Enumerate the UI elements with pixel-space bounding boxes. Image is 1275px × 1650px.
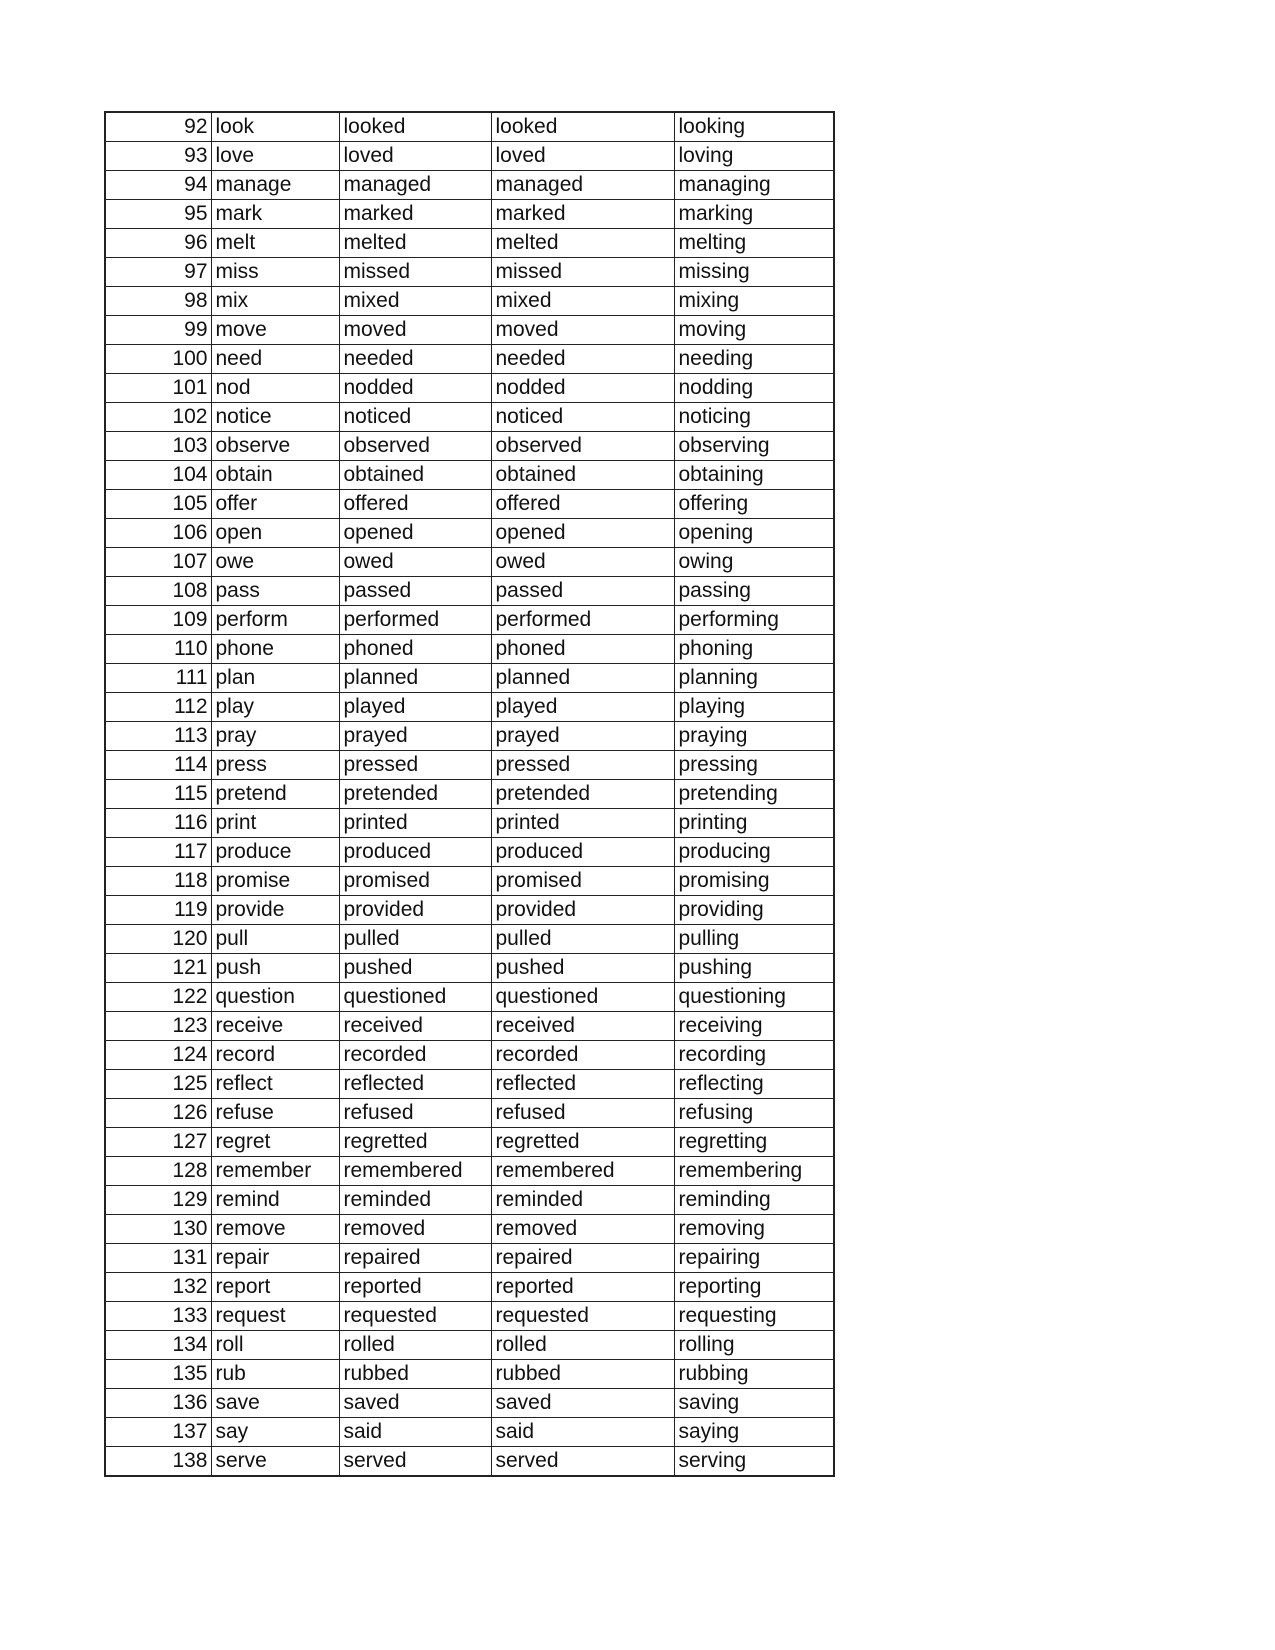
row-number-cell: 136	[105, 1389, 211, 1418]
table-row	[105, 780, 834, 809]
past-participle-cell: saved	[491, 1389, 674, 1418]
table-row	[105, 403, 834, 432]
ing-form-cell: receiving	[674, 1012, 834, 1041]
base-form-cell: push	[211, 954, 339, 983]
base-form-cell: remember	[211, 1157, 339, 1186]
past-tense-cell: reported	[339, 1273, 491, 1302]
past-participle-cell: removed	[491, 1215, 674, 1244]
row-number-cell: 127	[105, 1128, 211, 1157]
past-tense-cell: missed	[339, 258, 491, 287]
past-participle-cell: pushed	[491, 954, 674, 983]
row-number-cell: 124	[105, 1041, 211, 1070]
ing-form-cell: removing	[674, 1215, 834, 1244]
past-participle-cell: moved	[491, 316, 674, 345]
past-tense-cell: requested	[339, 1302, 491, 1331]
table-row	[105, 1447, 834, 1477]
base-form-cell: owe	[211, 548, 339, 577]
past-tense-cell: reminded	[339, 1186, 491, 1215]
past-tense-cell: offered	[339, 490, 491, 519]
ing-form-cell: noticing	[674, 403, 834, 432]
past-tense-cell: rolled	[339, 1331, 491, 1360]
table-row	[105, 345, 834, 374]
table-row	[105, 374, 834, 403]
ing-form-cell: performing	[674, 606, 834, 635]
row-number-cell: 121	[105, 954, 211, 983]
ing-form-cell: obtaining	[674, 461, 834, 490]
ing-form-cell: managing	[674, 171, 834, 200]
row-number-cell: 122	[105, 983, 211, 1012]
ing-form-cell: pretending	[674, 780, 834, 809]
base-form-cell: offer	[211, 490, 339, 519]
row-number-cell: 92	[105, 112, 211, 142]
base-form-cell: request	[211, 1302, 339, 1331]
row-number-cell: 110	[105, 635, 211, 664]
past-participle-cell: produced	[491, 838, 674, 867]
table-row	[105, 142, 834, 171]
past-participle-cell: reminded	[491, 1186, 674, 1215]
row-number-cell: 113	[105, 722, 211, 751]
ing-form-cell: praying	[674, 722, 834, 751]
row-number-cell: 117	[105, 838, 211, 867]
ing-form-cell: saying	[674, 1418, 834, 1447]
base-form-cell: regret	[211, 1128, 339, 1157]
row-number-cell: 138	[105, 1447, 211, 1477]
base-form-cell: observe	[211, 432, 339, 461]
table-row	[105, 1070, 834, 1099]
base-form-cell: melt	[211, 229, 339, 258]
row-number-cell: 97	[105, 258, 211, 287]
past-tense-cell: moved	[339, 316, 491, 345]
base-form-cell: remove	[211, 1215, 339, 1244]
verb-forms-table	[104, 111, 835, 1477]
past-participle-cell: promised	[491, 867, 674, 896]
past-tense-cell: nodded	[339, 374, 491, 403]
table-row	[105, 1041, 834, 1070]
past-tense-cell: produced	[339, 838, 491, 867]
past-participle-cell: looked	[491, 112, 674, 142]
row-number-cell: 134	[105, 1331, 211, 1360]
past-tense-cell: noticed	[339, 403, 491, 432]
ing-form-cell: regretting	[674, 1128, 834, 1157]
table-row	[105, 1128, 834, 1157]
base-form-cell: promise	[211, 867, 339, 896]
table-row	[105, 432, 834, 461]
row-number-cell: 109	[105, 606, 211, 635]
past-participle-cell: obtained	[491, 461, 674, 490]
base-form-cell: mark	[211, 200, 339, 229]
base-form-cell: provide	[211, 896, 339, 925]
row-number-cell: 102	[105, 403, 211, 432]
ing-form-cell: phoning	[674, 635, 834, 664]
ing-form-cell: reflecting	[674, 1070, 834, 1099]
table-row	[105, 1186, 834, 1215]
row-number-cell: 112	[105, 693, 211, 722]
base-form-cell: rub	[211, 1360, 339, 1389]
past-tense-cell: promised	[339, 867, 491, 896]
table-row	[105, 1157, 834, 1186]
table-row	[105, 606, 834, 635]
table-row	[105, 200, 834, 229]
past-tense-cell: opened	[339, 519, 491, 548]
past-participle-cell: noticed	[491, 403, 674, 432]
table-row	[105, 519, 834, 548]
ing-form-cell: recording	[674, 1041, 834, 1070]
past-participle-cell: mixed	[491, 287, 674, 316]
row-number-cell: 135	[105, 1360, 211, 1389]
past-participle-cell: said	[491, 1418, 674, 1447]
row-number-cell: 137	[105, 1418, 211, 1447]
past-participle-cell: passed	[491, 577, 674, 606]
past-tense-cell: melted	[339, 229, 491, 258]
past-participle-cell: questioned	[491, 983, 674, 1012]
table-row	[105, 1360, 834, 1389]
past-participle-cell: regretted	[491, 1128, 674, 1157]
base-form-cell: report	[211, 1273, 339, 1302]
past-tense-cell: performed	[339, 606, 491, 635]
table-row	[105, 1012, 834, 1041]
ing-form-cell: reminding	[674, 1186, 834, 1215]
past-tense-cell: said	[339, 1418, 491, 1447]
past-participle-cell: provided	[491, 896, 674, 925]
ing-form-cell: owing	[674, 548, 834, 577]
past-tense-cell: pressed	[339, 751, 491, 780]
ing-form-cell: needing	[674, 345, 834, 374]
past-tense-cell: managed	[339, 171, 491, 200]
past-tense-cell: observed	[339, 432, 491, 461]
past-tense-cell: owed	[339, 548, 491, 577]
past-participle-cell: pressed	[491, 751, 674, 780]
past-participle-cell: loved	[491, 142, 674, 171]
ing-form-cell: pulling	[674, 925, 834, 954]
ing-form-cell: promising	[674, 867, 834, 896]
table-row	[105, 751, 834, 780]
table-row	[105, 1099, 834, 1128]
past-participle-cell: managed	[491, 171, 674, 200]
table-row	[105, 1244, 834, 1273]
row-number-cell: 105	[105, 490, 211, 519]
table-row	[105, 490, 834, 519]
base-form-cell: record	[211, 1041, 339, 1070]
past-tense-cell: pulled	[339, 925, 491, 954]
table-row	[105, 809, 834, 838]
ing-form-cell: printing	[674, 809, 834, 838]
past-tense-cell: played	[339, 693, 491, 722]
row-number-cell: 106	[105, 519, 211, 548]
past-tense-cell: pretended	[339, 780, 491, 809]
verb-table-body	[105, 112, 834, 1476]
ing-form-cell: passing	[674, 577, 834, 606]
past-tense-cell: received	[339, 1012, 491, 1041]
ing-form-cell: marking	[674, 200, 834, 229]
past-participle-cell: phoned	[491, 635, 674, 664]
row-number-cell: 129	[105, 1186, 211, 1215]
past-participle-cell: prayed	[491, 722, 674, 751]
table-row	[105, 1331, 834, 1360]
row-number-cell: 107	[105, 548, 211, 577]
past-tense-cell: needed	[339, 345, 491, 374]
base-form-cell: love	[211, 142, 339, 171]
table-row	[105, 1302, 834, 1331]
table-row	[105, 461, 834, 490]
ing-form-cell: remembering	[674, 1157, 834, 1186]
base-form-cell: move	[211, 316, 339, 345]
past-participle-cell: melted	[491, 229, 674, 258]
table-row	[105, 925, 834, 954]
past-participle-cell: received	[491, 1012, 674, 1041]
past-tense-cell: looked	[339, 112, 491, 142]
base-form-cell: pray	[211, 722, 339, 751]
row-number-cell: 125	[105, 1070, 211, 1099]
table-row	[105, 867, 834, 896]
base-form-cell: need	[211, 345, 339, 374]
past-participle-cell: marked	[491, 200, 674, 229]
base-form-cell: perform	[211, 606, 339, 635]
base-form-cell: plan	[211, 664, 339, 693]
ing-form-cell: looking	[674, 112, 834, 142]
past-participle-cell: pulled	[491, 925, 674, 954]
row-number-cell: 131	[105, 1244, 211, 1273]
table-row	[105, 693, 834, 722]
past-participle-cell: played	[491, 693, 674, 722]
base-form-cell: look	[211, 112, 339, 142]
ing-form-cell: producing	[674, 838, 834, 867]
ing-form-cell: opening	[674, 519, 834, 548]
row-number-cell: 95	[105, 200, 211, 229]
table-row	[105, 1215, 834, 1244]
row-number-cell: 111	[105, 664, 211, 693]
row-number-cell: 96	[105, 229, 211, 258]
ing-form-cell: missing	[674, 258, 834, 287]
past-tense-cell: regretted	[339, 1128, 491, 1157]
table-row	[105, 838, 834, 867]
past-tense-cell: questioned	[339, 983, 491, 1012]
row-number-cell: 103	[105, 432, 211, 461]
row-number-cell: 120	[105, 925, 211, 954]
row-number-cell: 93	[105, 142, 211, 171]
table-row	[105, 954, 834, 983]
base-form-cell: refuse	[211, 1099, 339, 1128]
past-participle-cell: opened	[491, 519, 674, 548]
table-row	[105, 1273, 834, 1302]
table-row	[105, 1418, 834, 1447]
base-form-cell: mix	[211, 287, 339, 316]
base-form-cell: manage	[211, 171, 339, 200]
base-form-cell: receive	[211, 1012, 339, 1041]
past-participle-cell: nodded	[491, 374, 674, 403]
ing-form-cell: pushing	[674, 954, 834, 983]
past-participle-cell: reported	[491, 1273, 674, 1302]
ing-form-cell: melting	[674, 229, 834, 258]
past-tense-cell: removed	[339, 1215, 491, 1244]
row-number-cell: 114	[105, 751, 211, 780]
past-participle-cell: observed	[491, 432, 674, 461]
table-row	[105, 171, 834, 200]
base-form-cell: phone	[211, 635, 339, 664]
row-number-cell: 99	[105, 316, 211, 345]
past-participle-cell: planned	[491, 664, 674, 693]
table-row	[105, 896, 834, 925]
ing-form-cell: pressing	[674, 751, 834, 780]
past-tense-cell: marked	[339, 200, 491, 229]
past-participle-cell: requested	[491, 1302, 674, 1331]
past-participle-cell: rolled	[491, 1331, 674, 1360]
base-form-cell: notice	[211, 403, 339, 432]
base-form-cell: obtain	[211, 461, 339, 490]
base-form-cell: serve	[211, 1447, 339, 1477]
past-tense-cell: prayed	[339, 722, 491, 751]
row-number-cell: 130	[105, 1215, 211, 1244]
table-row	[105, 635, 834, 664]
past-tense-cell: served	[339, 1447, 491, 1477]
ing-form-cell: providing	[674, 896, 834, 925]
row-number-cell: 132	[105, 1273, 211, 1302]
table-row	[105, 258, 834, 287]
past-tense-cell: remembered	[339, 1157, 491, 1186]
ing-form-cell: rubbing	[674, 1360, 834, 1389]
base-form-cell: say	[211, 1418, 339, 1447]
table-row	[105, 722, 834, 751]
row-number-cell: 133	[105, 1302, 211, 1331]
past-participle-cell: reflected	[491, 1070, 674, 1099]
past-tense-cell: repaired	[339, 1244, 491, 1273]
ing-form-cell: mixing	[674, 287, 834, 316]
base-form-cell: reflect	[211, 1070, 339, 1099]
base-form-cell: question	[211, 983, 339, 1012]
past-tense-cell: refused	[339, 1099, 491, 1128]
past-participle-cell: performed	[491, 606, 674, 635]
ing-form-cell: observing	[674, 432, 834, 461]
ing-form-cell: requesting	[674, 1302, 834, 1331]
row-number-cell: 116	[105, 809, 211, 838]
ing-form-cell: refusing	[674, 1099, 834, 1128]
base-form-cell: miss	[211, 258, 339, 287]
table-row	[105, 664, 834, 693]
row-number-cell: 119	[105, 896, 211, 925]
row-number-cell: 115	[105, 780, 211, 809]
ing-form-cell: saving	[674, 1389, 834, 1418]
base-form-cell: pull	[211, 925, 339, 954]
base-form-cell: print	[211, 809, 339, 838]
past-tense-cell: phoned	[339, 635, 491, 664]
row-number-cell: 126	[105, 1099, 211, 1128]
past-participle-cell: repaired	[491, 1244, 674, 1273]
base-form-cell: nod	[211, 374, 339, 403]
past-tense-cell: rubbed	[339, 1360, 491, 1389]
row-number-cell: 128	[105, 1157, 211, 1186]
past-tense-cell: printed	[339, 809, 491, 838]
ing-form-cell: serving	[674, 1447, 834, 1477]
table-row	[105, 983, 834, 1012]
base-form-cell: save	[211, 1389, 339, 1418]
past-participle-cell: offered	[491, 490, 674, 519]
ing-form-cell: rolling	[674, 1331, 834, 1360]
table-row	[105, 229, 834, 258]
past-tense-cell: provided	[339, 896, 491, 925]
base-form-cell: remind	[211, 1186, 339, 1215]
past-participle-cell: rubbed	[491, 1360, 674, 1389]
base-form-cell: press	[211, 751, 339, 780]
base-form-cell: pass	[211, 577, 339, 606]
row-number-cell: 123	[105, 1012, 211, 1041]
past-tense-cell: reflected	[339, 1070, 491, 1099]
ing-form-cell: loving	[674, 142, 834, 171]
row-number-cell: 101	[105, 374, 211, 403]
table-row	[105, 316, 834, 345]
row-number-cell: 108	[105, 577, 211, 606]
past-tense-cell: planned	[339, 664, 491, 693]
past-participle-cell: served	[491, 1447, 674, 1477]
row-number-cell: 98	[105, 287, 211, 316]
ing-form-cell: questioning	[674, 983, 834, 1012]
past-tense-cell: saved	[339, 1389, 491, 1418]
past-participle-cell: missed	[491, 258, 674, 287]
past-participle-cell: refused	[491, 1099, 674, 1128]
base-form-cell: open	[211, 519, 339, 548]
base-form-cell: play	[211, 693, 339, 722]
ing-form-cell: nodding	[674, 374, 834, 403]
past-participle-cell: needed	[491, 345, 674, 374]
past-participle-cell: owed	[491, 548, 674, 577]
table-row	[105, 287, 834, 316]
past-participle-cell: remembered	[491, 1157, 674, 1186]
ing-form-cell: repairing	[674, 1244, 834, 1273]
ing-form-cell: reporting	[674, 1273, 834, 1302]
base-form-cell: pretend	[211, 780, 339, 809]
past-participle-cell: recorded	[491, 1041, 674, 1070]
row-number-cell: 94	[105, 171, 211, 200]
row-number-cell: 100	[105, 345, 211, 374]
past-participle-cell: pretended	[491, 780, 674, 809]
past-tense-cell: loved	[339, 142, 491, 171]
row-number-cell: 118	[105, 867, 211, 896]
ing-form-cell: planning	[674, 664, 834, 693]
past-participle-cell: printed	[491, 809, 674, 838]
past-tense-cell: obtained	[339, 461, 491, 490]
base-form-cell: produce	[211, 838, 339, 867]
table-row	[105, 1389, 834, 1418]
table-row	[105, 577, 834, 606]
past-tense-cell: passed	[339, 577, 491, 606]
base-form-cell: repair	[211, 1244, 339, 1273]
ing-form-cell: offering	[674, 490, 834, 519]
row-number-cell: 104	[105, 461, 211, 490]
ing-form-cell: playing	[674, 693, 834, 722]
table-row	[105, 112, 834, 142]
past-tense-cell: recorded	[339, 1041, 491, 1070]
past-tense-cell: mixed	[339, 287, 491, 316]
base-form-cell: roll	[211, 1331, 339, 1360]
ing-form-cell: moving	[674, 316, 834, 345]
table-row	[105, 548, 834, 577]
past-tense-cell: pushed	[339, 954, 491, 983]
